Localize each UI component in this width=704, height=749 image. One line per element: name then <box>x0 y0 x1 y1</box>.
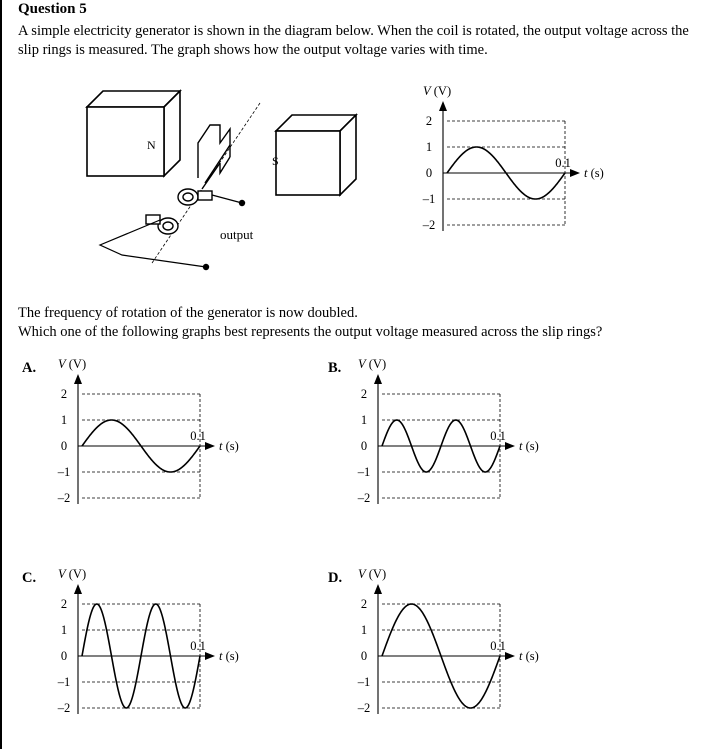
magnet-north <box>87 91 180 176</box>
option-d-letter[interactable]: D. <box>328 570 343 586</box>
north-label: N <box>147 138 156 152</box>
graph-b-y-tick-label: –1 <box>357 465 371 479</box>
magnet-south <box>276 115 356 195</box>
graph-option-b[interactable] <box>340 358 560 518</box>
generator-diagram <box>80 85 380 285</box>
graph-c-y-tick-label: –1 <box>57 675 71 689</box>
graph-d-y-tick-label: –2 <box>357 701 371 715</box>
graph-original-y-tick-label: 1 <box>425 140 433 154</box>
graph-a-t-mark-label: 0.1 <box>190 429 206 443</box>
graph-a-y-tick-label: 2 <box>60 387 68 401</box>
graph-d-x-arrow <box>505 652 515 660</box>
graph-b-y-tick-label: 1 <box>360 413 368 427</box>
graph-c-y-tick-label: 1 <box>60 623 68 637</box>
graph-original-x-arrow <box>570 169 580 177</box>
graph-c-y-tick-label: 2 <box>60 597 68 611</box>
graph-d-y-arrow <box>374 584 382 594</box>
option-c-letter[interactable]: C. <box>22 570 37 586</box>
followup-text <box>18 304 702 342</box>
south-label: S <box>272 154 279 168</box>
graph-b-y-tick-label: –2 <box>357 491 371 505</box>
graph-c-y-tick-label: –2 <box>57 701 71 715</box>
graph-b-x-axis-label: t (s) <box>519 439 539 453</box>
graph-option-a[interactable] <box>40 358 260 518</box>
output-terminal-1 <box>239 200 245 206</box>
graph-original-x-axis-label: t (s) <box>584 166 604 180</box>
output-terminal-2 <box>203 264 209 270</box>
graph-c-y-tick-label: 0 <box>60 649 68 663</box>
intro-line-2: slip rings is measured. The graph shows how the output voltage varies with time. <box>18 42 488 58</box>
page-left-rule <box>0 0 2 749</box>
graph-d-y-tick-label: 2 <box>360 597 368 611</box>
slip-rings <box>146 189 212 234</box>
graph-original <box>405 85 625 245</box>
graph-b-y-axis-label: V (V) <box>358 358 387 371</box>
graph-a-y-tick-label: 1 <box>60 413 68 427</box>
graph-d-y-tick-label: 0 <box>360 649 368 663</box>
graph-a-y-axis-label: V (V) <box>58 358 87 371</box>
graph-a-y-tick-label: –1 <box>57 465 71 479</box>
graph-b-y-arrow <box>374 374 382 384</box>
graph-option-c[interactable] <box>40 568 260 728</box>
graph-a-y-tick-label: –2 <box>57 491 71 505</box>
coil <box>198 125 230 189</box>
followup-line-2: Which one of the following graphs best represents the output voltage measured across the slip rings? <box>18 324 603 340</box>
graph-original-y-axis-label: V (V) <box>423 85 452 98</box>
graph-c-y-axis-label: V (V) <box>58 568 87 581</box>
graph-d-y-tick-label: –1 <box>357 675 371 689</box>
followup-line-1: The frequency of rotation of the generator is now doubled. <box>18 305 358 321</box>
graph-d-y-tick-label: 1 <box>360 623 368 637</box>
graph-original-t-mark-label: 0.1 <box>555 156 571 170</box>
graph-d-x-axis-label: t (s) <box>519 649 539 663</box>
graph-original-y-tick-label: 0 <box>425 166 433 180</box>
graph-d-t-mark-label: 0.1 <box>490 639 506 653</box>
graph-b-y-tick-label: 2 <box>360 387 368 401</box>
graph-c-y-arrow <box>74 584 82 594</box>
graph-original-y-tick-label: 2 <box>425 114 433 128</box>
option-a-letter[interactable]: A. <box>22 360 37 376</box>
graph-a-y-tick-label: 0 <box>60 439 68 453</box>
graph-c-x-axis-label: t (s) <box>219 649 239 663</box>
option-b-letter[interactable]: B. <box>328 360 342 376</box>
graph-a-x-arrow <box>205 442 215 450</box>
graph-original-y-arrow <box>439 101 447 111</box>
graph-c-x-arrow <box>205 652 215 660</box>
graph-b-x-arrow <box>505 442 515 450</box>
graph-original-y-tick-label: –1 <box>422 192 436 206</box>
question-title: Question 5 <box>18 1 87 17</box>
graph-b-t-mark-label: 0.1 <box>490 429 506 443</box>
graph-c-t-mark-label: 0.1 <box>190 639 206 653</box>
graph-a-x-axis-label: t (s) <box>219 439 239 453</box>
graph-original-y-tick-label: –2 <box>422 218 436 232</box>
graph-b-y-tick-label: 0 <box>360 439 368 453</box>
output-label: output <box>220 227 254 242</box>
intro-line-1: A simple electricity generator is shown in the diagram below. When the coil is rotated, the output voltage across the <box>18 23 689 39</box>
graph-option-d[interactable] <box>340 568 560 728</box>
intro-text <box>18 22 702 60</box>
graph-a-y-arrow <box>74 374 82 384</box>
graph-d-y-axis-label: V (V) <box>358 568 387 581</box>
